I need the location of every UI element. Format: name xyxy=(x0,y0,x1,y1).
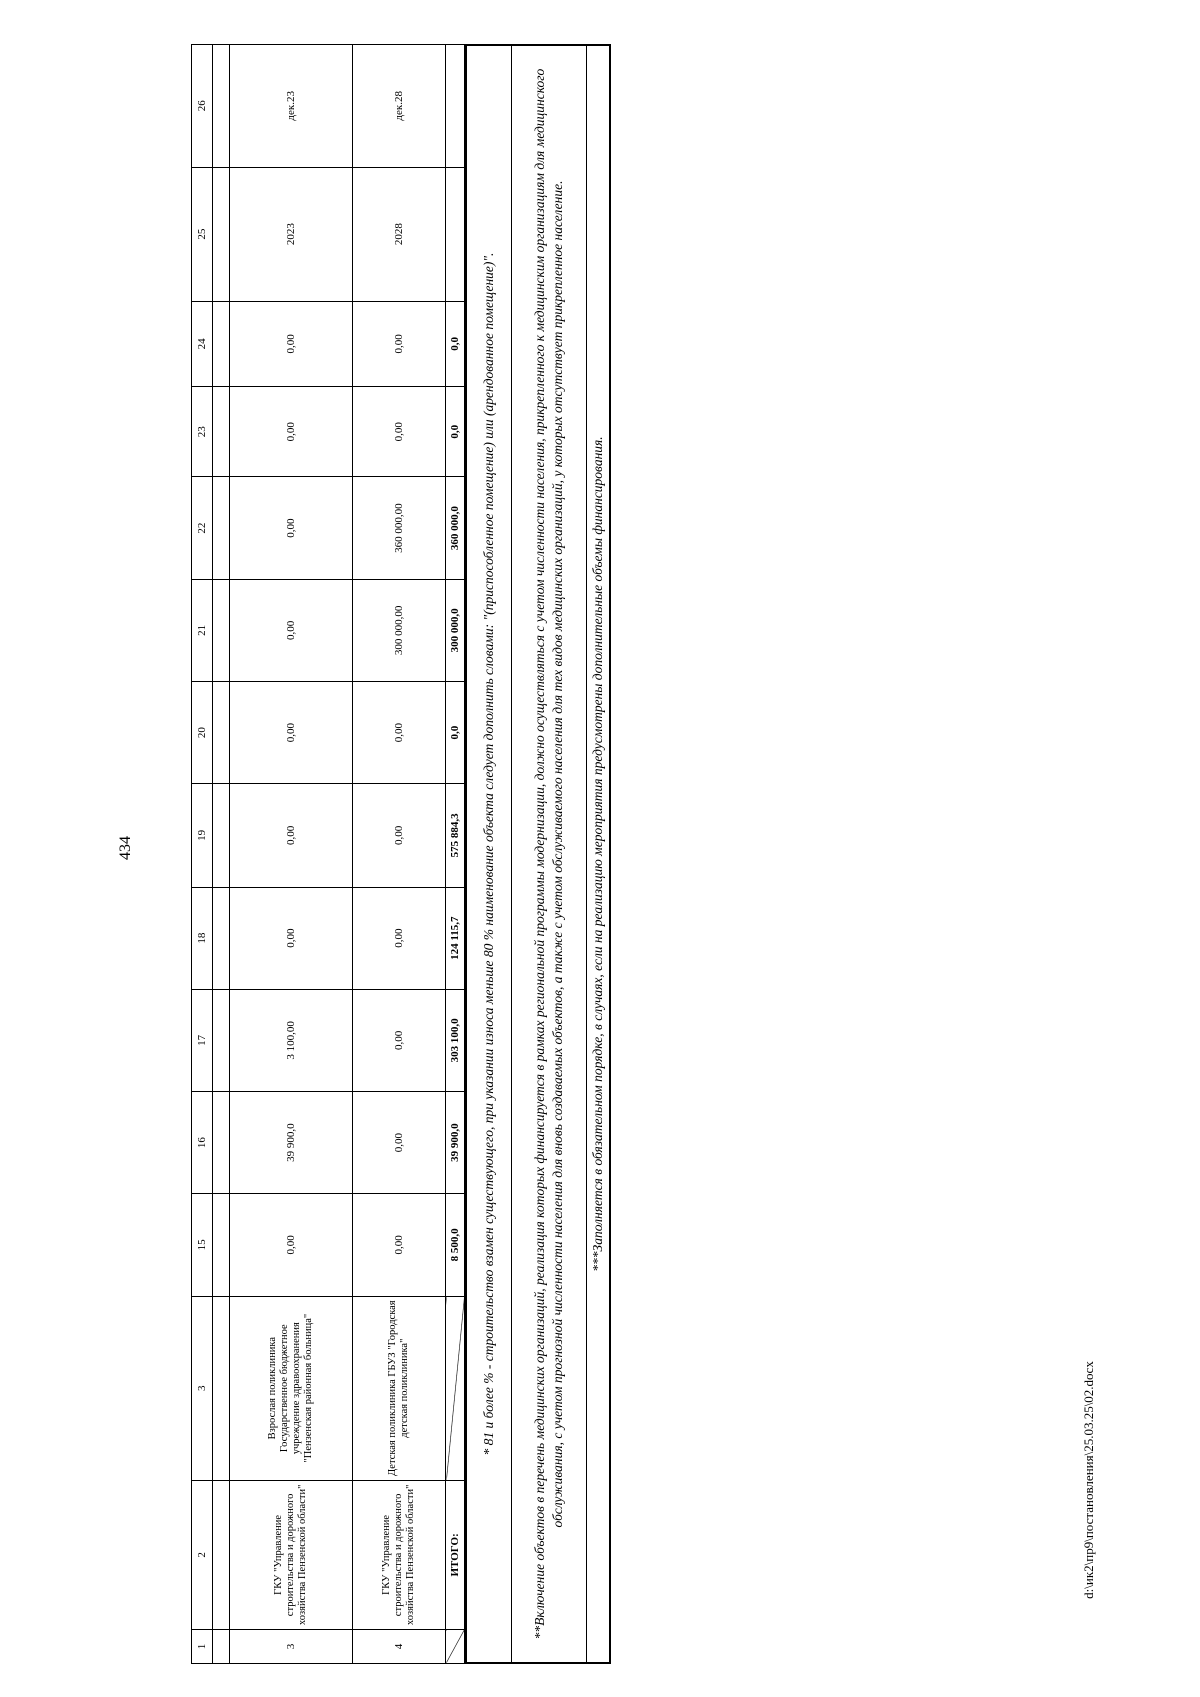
table-row xyxy=(230,45,353,1664)
empty-cell xyxy=(446,45,465,168)
empty-header-row xyxy=(213,45,230,1664)
col-number: 16 xyxy=(192,1092,213,1194)
object-name: Детская поликлиника ГБУЗ "Городская детская поликлиника" xyxy=(353,1296,446,1480)
col-number: 1 xyxy=(192,1629,213,1663)
rotated-table-sheet xyxy=(191,44,606,1664)
empty-cell xyxy=(213,1092,230,1194)
empty-cell xyxy=(213,386,230,477)
col-number: 23 xyxy=(192,386,213,477)
footnote-2: **Включение объектов в перечень медицинских организаций, реализация которых финансируется в рамках региональной программы модернизации, должно осуществляться с учетом численности населения, прикрепленного к медицинским организациям для медицинского обслуживания, с учетом прогнозной численности населения для вновь создаваемых объектов, а также с учетом обслуживаемого населения для тех видов медицинских организаций, у которых отсутствует прикрепленное население. xyxy=(512,45,587,1663)
empty-cell xyxy=(213,989,230,1091)
year-cell: 2028 xyxy=(353,167,446,301)
col-number: 19 xyxy=(192,784,213,887)
col-number: 26 xyxy=(192,45,213,168)
value-cell: 0,00 xyxy=(230,784,353,887)
empty-cell xyxy=(213,167,230,301)
total-value: 0,0 xyxy=(446,681,465,783)
empty-cell xyxy=(213,1629,230,1663)
customer-name: ГКУ "Управление строительства и дорожного хозяйства Пензенской области" xyxy=(353,1480,446,1629)
date-cell: дек.23 xyxy=(230,45,353,168)
value-cell: 0,00 xyxy=(230,301,353,386)
footnote-row xyxy=(466,45,512,1663)
value-cell: 0,00 xyxy=(353,301,446,386)
col-number: 17 xyxy=(192,989,213,1091)
empty-cell xyxy=(213,1296,230,1480)
total-label: ИТОГО: xyxy=(446,1480,465,1629)
value-cell: 0,00 xyxy=(353,1194,446,1296)
empty-cell xyxy=(213,1480,230,1629)
total-value: 8 500,0 xyxy=(446,1194,465,1296)
empty-cell xyxy=(213,301,230,386)
empty-cell xyxy=(213,1194,230,1296)
empty-cell xyxy=(213,579,230,681)
value-cell: 0,00 xyxy=(230,579,353,681)
empty-cell xyxy=(213,887,230,989)
footnote-3: ***Заполняется в обязательном порядке, в случаях, если на реализацию мероприятия предусмотрены дополнительные объемы финансирования. xyxy=(587,45,611,1663)
footnote-row xyxy=(587,45,611,1663)
date-cell: дек.28 xyxy=(353,45,446,168)
value-cell: 0,00 xyxy=(230,1194,353,1296)
object-name: Взрослая поликлиника Государственное бюджетное учреждение здравоохранения "Пензенская районная больница" xyxy=(230,1296,353,1480)
empty-cell xyxy=(213,45,230,168)
year-cell: 2023 xyxy=(230,167,353,301)
empty-cell xyxy=(446,167,465,301)
total-value: 124 115,7 xyxy=(446,887,465,989)
value-cell: 0,00 xyxy=(353,989,446,1091)
value-cell: 300 000,00 xyxy=(353,579,446,681)
row-number: 3 xyxy=(230,1629,353,1663)
column-number-row xyxy=(192,45,213,1664)
value-cell: 0,00 xyxy=(353,1092,446,1194)
col-number: 18 xyxy=(192,887,213,989)
total-value: 0,0 xyxy=(446,301,465,386)
col-number: 21 xyxy=(192,579,213,681)
value-cell: 0,00 xyxy=(230,477,353,579)
customer-name: ГКУ "Управление строительства и дорожного хозяйства Пензенской области" xyxy=(230,1480,353,1629)
empty-cell xyxy=(213,681,230,783)
value-cell: 0,00 xyxy=(353,784,446,887)
table-row xyxy=(353,45,446,1664)
footnotes-table xyxy=(465,44,611,1664)
value-cell: 0,00 xyxy=(353,386,446,477)
value-cell: 0,00 xyxy=(230,681,353,783)
value-cell: 39 900,0 xyxy=(230,1092,353,1194)
total-value: 39 900,0 xyxy=(446,1092,465,1194)
value-cell: 360 000,00 xyxy=(353,477,446,579)
value-cell: 3 100,00 xyxy=(230,989,353,1091)
value-cell: 0,00 xyxy=(230,386,353,477)
value-cell: 0,00 xyxy=(230,887,353,989)
col-number: 25 xyxy=(192,167,213,301)
col-number: 2 xyxy=(192,1480,213,1629)
total-value: 300 000,0 xyxy=(446,579,465,681)
empty-cell xyxy=(213,477,230,579)
col-number: 20 xyxy=(192,681,213,783)
investment-table xyxy=(191,44,465,1664)
col-number: 24 xyxy=(192,301,213,386)
footnote-row xyxy=(512,45,587,1663)
total-value: 303 100,0 xyxy=(446,989,465,1091)
total-value: 0,0 xyxy=(446,386,465,477)
row-number: 4 xyxy=(353,1629,446,1663)
page-number: 434 xyxy=(117,836,134,860)
value-cell: 0,00 xyxy=(353,681,446,783)
col-number: 22 xyxy=(192,477,213,579)
diagonal-cell xyxy=(446,1629,465,1663)
diagonal-cell xyxy=(446,1296,465,1480)
total-value: 360 000,0 xyxy=(446,477,465,579)
footnote-1: * 81 и более % - строительство взамен существующего, при указании износа меньше 80 % наименование объекта следует дополнить словами: "(приспособленное помещение) или (арендованное помещение)". xyxy=(466,45,512,1663)
empty-cell xyxy=(213,784,230,887)
col-number: 15 xyxy=(192,1194,213,1296)
col-number: 3 xyxy=(192,1296,213,1480)
file-path-footer: d:\ик2\пр9\постановления\25.03.25\02.docx xyxy=(1081,1361,1096,1599)
total-value: 575 884,3 xyxy=(446,784,465,887)
value-cell: 0,00 xyxy=(353,887,446,989)
total-row xyxy=(446,45,465,1664)
